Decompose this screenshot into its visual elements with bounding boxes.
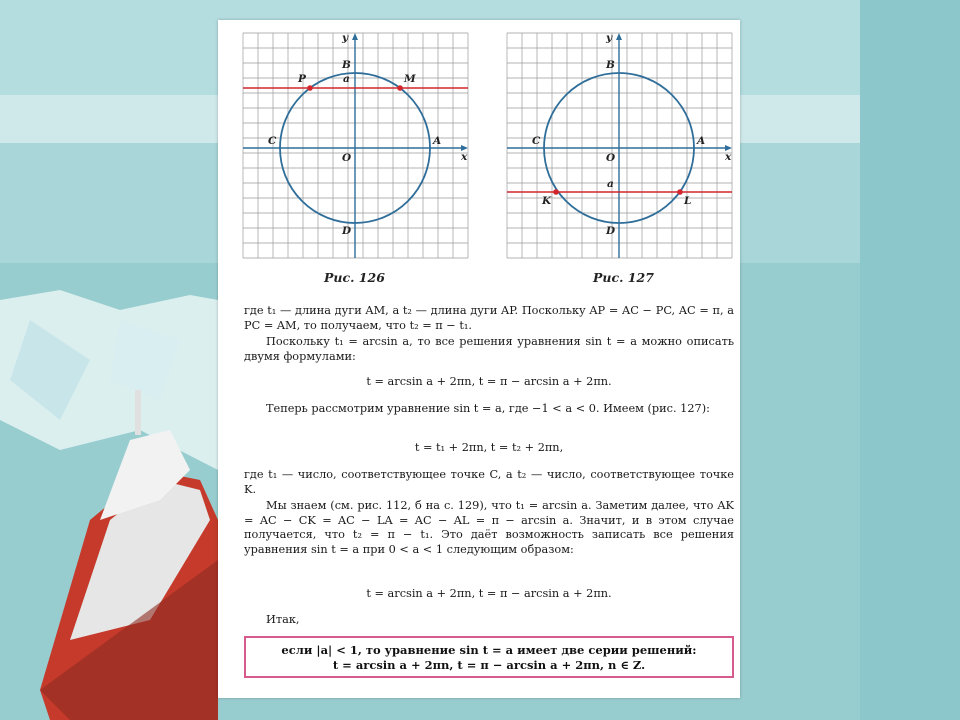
- label-o: O: [606, 152, 616, 164]
- caption-fig126: Рис. 126: [324, 270, 385, 285]
- paragraph-1: где t₁ — длина дуги AM, а t₂ — длина дуги AP. Поскольку AP = AC − PC, AC = π, а PC = AM, то получаем, что t₂ = π − t₁.: [244, 304, 734, 332]
- label-x: x: [461, 151, 468, 163]
- conclusion-line-2: t = arcsin a + 2πn, t = π − arcsin a + 2πn, n ∈ Z.: [332, 658, 646, 672]
- label-m: M: [404, 73, 416, 85]
- label-y: y: [606, 32, 613, 44]
- figure-127: [504, 30, 736, 260]
- point-m: [397, 85, 403, 91]
- conclusion-box: [244, 636, 734, 678]
- point-l: [677, 189, 683, 195]
- paragraph-6: Итак,: [266, 613, 300, 626]
- label-b: B: [342, 59, 351, 71]
- formula-1: t = arcsin a + 2πn, t = π − arcsin a + 2πn.: [366, 375, 612, 388]
- point-p: [307, 85, 313, 91]
- conclusion-line-1: если |a| < 1, то уравнение sin t = a имеет две серии решений:: [281, 643, 697, 657]
- label-p: P: [298, 73, 306, 85]
- label-x: x: [725, 151, 732, 163]
- label-a-point: A: [433, 135, 442, 147]
- label-b: B: [606, 59, 615, 71]
- paragraph-3: Теперь рассмотрим уравнение sin t = a, где −1 < a < 0. Имеем (рис. 127):: [266, 402, 710, 415]
- figure-126: [240, 30, 472, 260]
- textbook-page: [218, 20, 740, 698]
- label-a: a: [607, 178, 614, 190]
- label-c: C: [532, 135, 541, 147]
- label-l: L: [684, 195, 692, 207]
- point-k: [553, 189, 559, 195]
- label-y: y: [342, 32, 349, 44]
- label-o: O: [342, 152, 352, 164]
- paragraph-5: Мы знаем (см. рис. 112, б на с. 129), что t₁ = arcsin a. Заметим далее, что AK = AC − CK = AC − LA = AC − AL = π − arcsin a. Значит, и в этом случае получается, что t₂ = π − t₁. Это даёт возможность записать все решения уравнения sin t = a при 0 < a < 1 следующим образом:: [244, 499, 734, 556]
- label-d: D: [342, 225, 352, 237]
- paragraph-2: Поскольку t₁ = arcsin a, то все решения уравнения sin t = a можно описать двумя формулами:: [244, 335, 734, 363]
- caption-fig127: Рис. 127: [593, 270, 654, 285]
- label-d: D: [606, 225, 616, 237]
- formula-3: t = arcsin a + 2πn, t = π − arcsin a + 2πn.: [366, 587, 612, 600]
- label-c: C: [268, 135, 277, 147]
- paragraph-4: где t₁ — число, соответствующее точке C, а t₂ — число, соответствующее точке K.: [244, 468, 734, 496]
- formula-2: t = t₁ + 2πn, t = t₂ + 2πn,: [414, 441, 564, 454]
- label-a-point: A: [697, 135, 706, 147]
- label-a: a: [343, 73, 350, 85]
- label-k: K: [542, 195, 552, 207]
